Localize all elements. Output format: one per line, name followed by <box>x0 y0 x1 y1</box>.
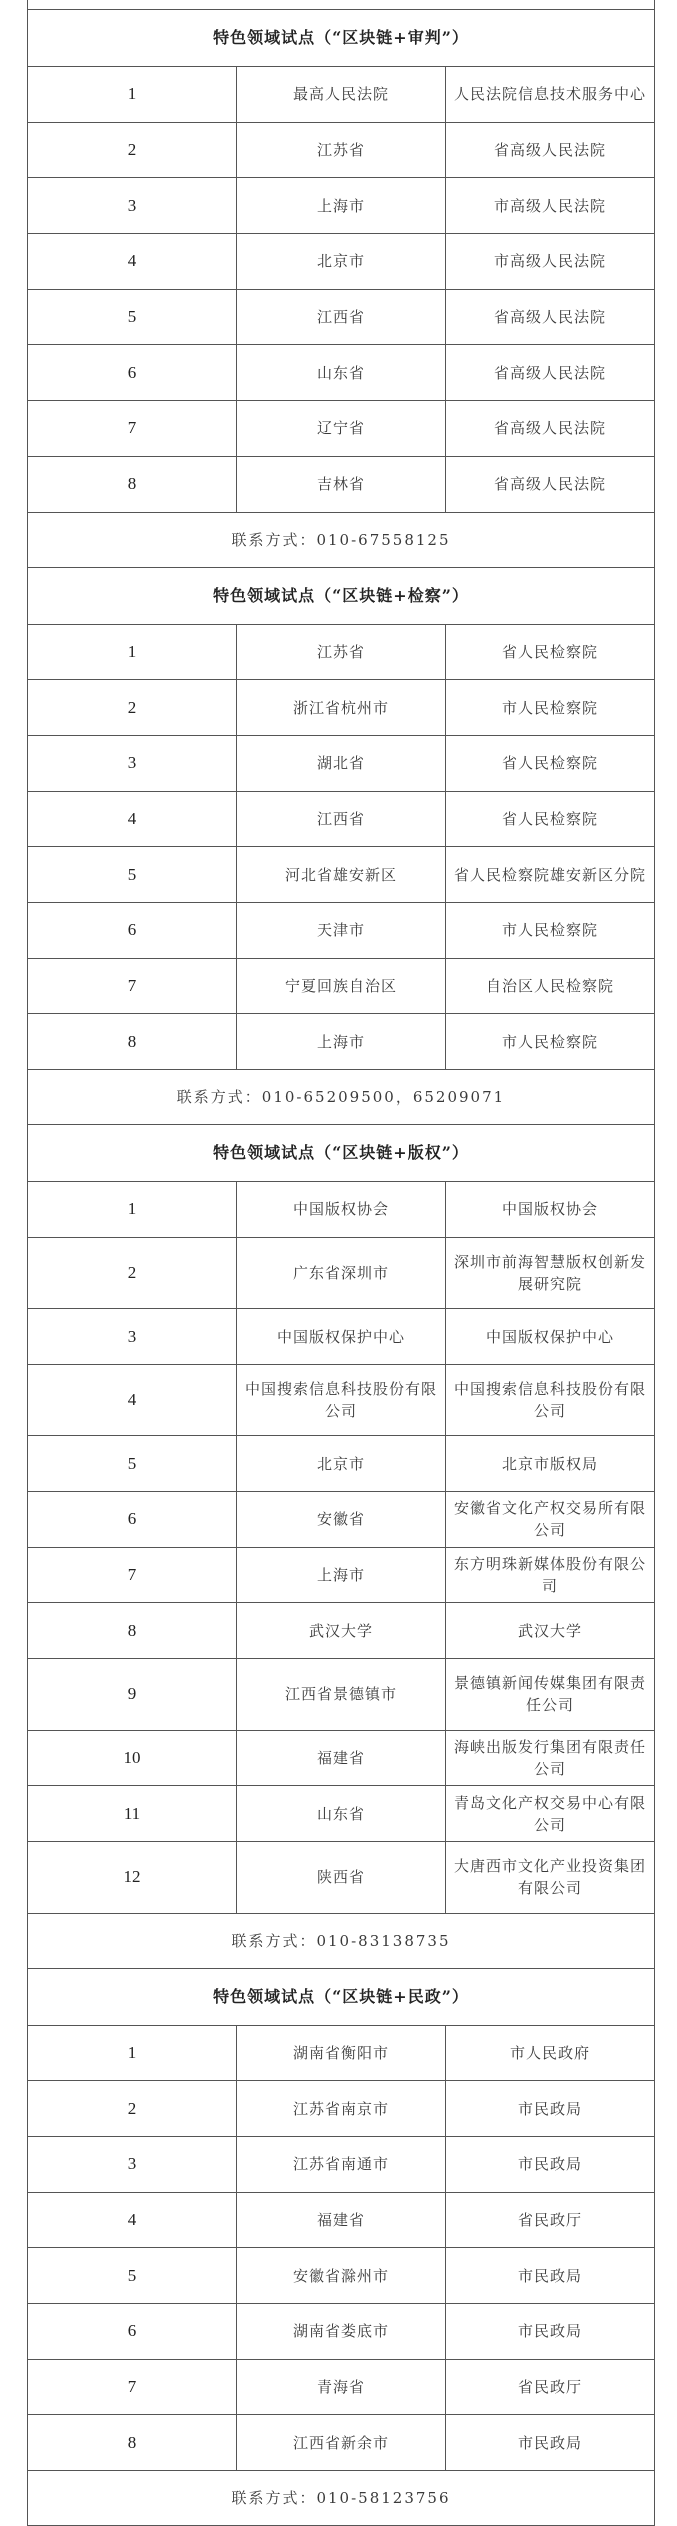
table-row <box>28 902 655 958</box>
institution-cell: 省人民检察院 <box>446 791 655 847</box>
institution-cell: 省人民检察院 <box>446 624 655 680</box>
row-number: 5 <box>28 847 237 903</box>
table-row <box>28 401 655 457</box>
institution-cell: 市高级人民法院 <box>446 234 655 290</box>
row-number: 3 <box>28 2136 237 2192</box>
contact-info: 联系方式：010-67558125 <box>28 512 655 567</box>
row-number: 8 <box>28 456 237 512</box>
cut-off-cell <box>28 0 655 10</box>
institution-cell: 市人民检察院 <box>446 680 655 736</box>
table-row <box>28 345 655 401</box>
institution-cell: 省人民检察院 <box>446 735 655 791</box>
region-cell: 辽宁省 <box>237 401 446 457</box>
institution-cell: 省人民检察院雄安新区分院 <box>446 847 655 903</box>
institution-cell: 东方明珠新媒体股份有限公司 <box>446 1547 655 1603</box>
institution-cell: 省高级人民法院 <box>446 345 655 401</box>
table-row <box>28 1730 655 1786</box>
table-row <box>28 1182 655 1238</box>
region-cell: 吉林省 <box>237 456 446 512</box>
institution-cell: 自治区人民检察院 <box>446 958 655 1014</box>
region-cell: 中国搜索信息科技股份有限公司 <box>237 1364 446 1436</box>
region-cell: 福建省 <box>237 1730 446 1786</box>
institution-cell: 市民政局 <box>446 2248 655 2304</box>
institution-cell: 省高级人民法院 <box>446 289 655 345</box>
institution-cell: 中国版权保护中心 <box>446 1309 655 1365</box>
table-row <box>28 2081 655 2137</box>
institution-cell: 北京市版权局 <box>446 1436 655 1492</box>
table-row <box>28 2248 655 2304</box>
row-number: 4 <box>28 791 237 847</box>
contact-info: 联系方式：010-65209500，65209071 <box>28 1070 655 1125</box>
row-number: 9 <box>28 1659 237 1731</box>
region-cell: 安徽省滁州市 <box>237 2248 446 2304</box>
region-cell: 北京市 <box>237 1436 446 1492</box>
table-row <box>28 122 655 178</box>
region-cell: 天津市 <box>237 902 446 958</box>
institution-cell: 市民政局 <box>446 2081 655 2137</box>
table-row <box>28 847 655 903</box>
row-number: 1 <box>28 67 237 123</box>
institution-cell: 市高级人民法院 <box>446 178 655 234</box>
region-cell: 江苏省 <box>237 624 446 680</box>
section-title-row <box>28 1968 655 2025</box>
section-title: 特色领域试点（“区块链+审判”） <box>28 10 655 67</box>
table-row <box>28 67 655 123</box>
row-number: 7 <box>28 2359 237 2415</box>
table-row <box>28 1014 655 1070</box>
contact-info: 联系方式：010-83138735 <box>28 1913 655 1968</box>
section-title: 特色领域试点（“区块链+检察”） <box>28 567 655 624</box>
table-row <box>28 2415 655 2471</box>
region-cell: 江西省景德镇市 <box>237 1659 446 1731</box>
table-row <box>28 2136 655 2192</box>
table-row <box>28 1436 655 1492</box>
row-number: 10 <box>28 1730 237 1786</box>
table-row <box>28 680 655 736</box>
row-number: 6 <box>28 1492 237 1548</box>
institution-cell: 海峡出版发行集团有限责任公司 <box>446 1730 655 1786</box>
row-number: 5 <box>28 2248 237 2304</box>
institution-cell: 省高级人民法院 <box>446 456 655 512</box>
row-number: 6 <box>28 902 237 958</box>
row-number: 4 <box>28 1364 237 1436</box>
region-cell: 中国版权协会 <box>237 1182 446 1238</box>
institution-cell: 人民法院信息技术服务中心 <box>446 67 655 123</box>
table-row <box>28 791 655 847</box>
institution-cell: 省高级人民法院 <box>446 401 655 457</box>
table-row <box>28 1786 655 1842</box>
table-row <box>28 234 655 290</box>
table-row <box>28 1842 655 1914</box>
row-number: 7 <box>28 958 237 1014</box>
region-cell: 中国版权保护中心 <box>237 1309 446 1365</box>
institution-cell: 市民政局 <box>446 2136 655 2192</box>
section-title-row <box>28 10 655 67</box>
institution-cell: 青岛文化产权交易中心有限公司 <box>446 1786 655 1842</box>
table-row <box>28 2359 655 2415</box>
region-cell: 上海市 <box>237 1014 446 1070</box>
region-cell: 北京市 <box>237 234 446 290</box>
table-row <box>28 1237 655 1309</box>
row-number: 12 <box>28 1842 237 1914</box>
region-cell: 山东省 <box>237 1786 446 1842</box>
row-number: 2 <box>28 122 237 178</box>
region-cell: 最高人民法院 <box>237 67 446 123</box>
row-number: 4 <box>28 2192 237 2248</box>
institution-cell: 安徽省文化产权交易所有限公司 <box>446 1492 655 1548</box>
contact-row <box>28 512 655 567</box>
row-number: 4 <box>28 234 237 290</box>
institution-cell: 市人民检察院 <box>446 1014 655 1070</box>
table-row <box>28 1492 655 1548</box>
region-cell: 江西省 <box>237 289 446 345</box>
row-number: 6 <box>28 345 237 401</box>
institution-cell: 大唐西市文化产业投资集团有限公司 <box>446 1842 655 1914</box>
region-cell: 湖南省娄底市 <box>237 2303 446 2359</box>
region-cell: 江西省新余市 <box>237 2415 446 2471</box>
contact-info: 联系方式：010-58123756 <box>28 2471 655 2526</box>
section-title-row <box>28 1125 655 1182</box>
contact-row <box>28 1070 655 1125</box>
row-number: 6 <box>28 2303 237 2359</box>
institution-cell: 中国搜索信息科技股份有限公司 <box>446 1364 655 1436</box>
region-cell: 宁夏回族自治区 <box>237 958 446 1014</box>
region-cell: 上海市 <box>237 178 446 234</box>
contact-row <box>28 1913 655 1968</box>
region-cell: 青海省 <box>237 2359 446 2415</box>
row-number: 1 <box>28 1182 237 1238</box>
section-title: 特色领域试点（“区块链+版权”） <box>28 1125 655 1182</box>
row-number: 3 <box>28 1309 237 1365</box>
table-row <box>28 456 655 512</box>
row-number: 7 <box>28 1547 237 1603</box>
row-number: 2 <box>28 680 237 736</box>
table-row <box>28 2303 655 2359</box>
region-cell: 陕西省 <box>237 1842 446 1914</box>
region-cell: 河北省雄安新区 <box>237 847 446 903</box>
table-row <box>28 1364 655 1436</box>
table-row <box>28 289 655 345</box>
region-cell: 江苏省 <box>237 122 446 178</box>
institution-cell: 武汉大学 <box>446 1603 655 1659</box>
institution-cell: 省民政厅 <box>446 2192 655 2248</box>
row-number: 8 <box>28 1014 237 1070</box>
table-row <box>28 735 655 791</box>
table-row <box>28 2192 655 2248</box>
section-title: 特色领域试点（“区块链+民政”） <box>28 1968 655 2025</box>
pilot-table <box>27 0 655 2526</box>
institution-cell: 市人民检察院 <box>446 902 655 958</box>
row-number: 2 <box>28 2081 237 2137</box>
region-cell: 浙江省杭州市 <box>237 680 446 736</box>
institution-cell: 市民政局 <box>446 2415 655 2471</box>
pilot-list-document <box>27 0 655 2526</box>
row-number: 11 <box>28 1786 237 1842</box>
region-cell: 福建省 <box>237 2192 446 2248</box>
table-row <box>28 1309 655 1365</box>
section-title-row <box>28 567 655 624</box>
row-number: 1 <box>28 2025 237 2081</box>
table-row <box>28 624 655 680</box>
region-cell: 湖北省 <box>237 735 446 791</box>
region-cell: 江苏省南京市 <box>237 2081 446 2137</box>
row-number: 3 <box>28 178 237 234</box>
contact-row <box>28 2471 655 2526</box>
table-row <box>28 2025 655 2081</box>
region-cell: 武汉大学 <box>237 1603 446 1659</box>
row-number: 2 <box>28 1237 237 1309</box>
region-cell: 安徽省 <box>237 1492 446 1548</box>
region-cell: 广东省深圳市 <box>237 1237 446 1309</box>
row-number: 5 <box>28 1436 237 1492</box>
region-cell: 湖南省衡阳市 <box>237 2025 446 2081</box>
row-number: 5 <box>28 289 237 345</box>
region-cell: 山东省 <box>237 345 446 401</box>
institution-cell: 省高级人民法院 <box>446 122 655 178</box>
institution-cell: 深圳市前海智慧版权创新发展研究院 <box>446 1237 655 1309</box>
table-row <box>28 178 655 234</box>
table-row <box>28 958 655 1014</box>
table-row-cut-off <box>28 0 655 10</box>
row-number: 7 <box>28 401 237 457</box>
region-cell: 上海市 <box>237 1547 446 1603</box>
institution-cell: 市民政局 <box>446 2303 655 2359</box>
institution-cell: 中国版权协会 <box>446 1182 655 1238</box>
institution-cell: 省民政厅 <box>446 2359 655 2415</box>
institution-cell: 景德镇新闻传媒集团有限责任公司 <box>446 1659 655 1731</box>
table-row <box>28 1547 655 1603</box>
table-row <box>28 1603 655 1659</box>
region-cell: 江西省 <box>237 791 446 847</box>
region-cell: 江苏省南通市 <box>237 2136 446 2192</box>
row-number: 1 <box>28 624 237 680</box>
institution-cell: 市人民政府 <box>446 2025 655 2081</box>
table-row <box>28 1659 655 1731</box>
row-number: 3 <box>28 735 237 791</box>
row-number: 8 <box>28 2415 237 2471</box>
row-number: 8 <box>28 1603 237 1659</box>
